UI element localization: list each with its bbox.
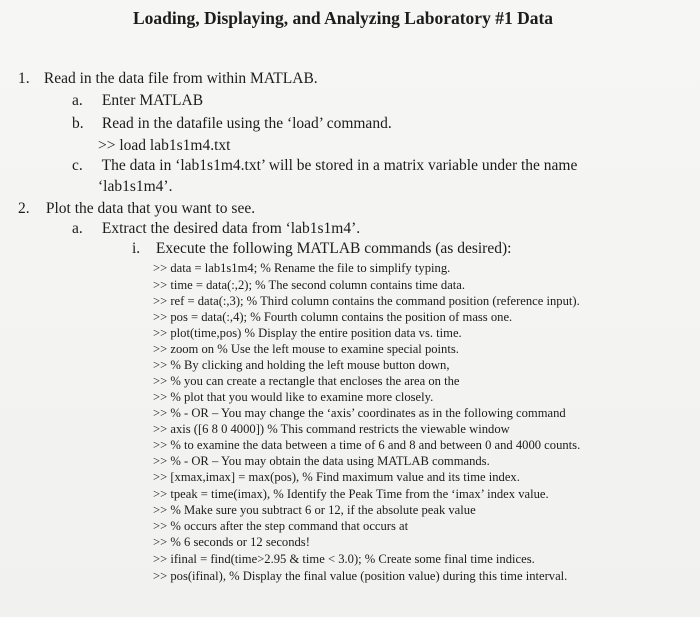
command-line: >> ifinal = find(time>2.95 & time < 3.0); % Create some final time indices. [153, 552, 535, 566]
command-line: >> pos(ifinal), % Display the final value (position value) during this time interval. [153, 569, 568, 583]
list-letter: a. [72, 92, 83, 109]
command-line: >> plot(time,pos) % Display the entire position data vs. time. [153, 326, 462, 340]
list-roman: i. [132, 240, 141, 257]
list-number: 1. [18, 70, 30, 87]
list-text: Execute the following MATLAB commands (as desired): [155, 240, 512, 257]
command-line: >> zoom on % Use the left mouse to examine special points. [153, 342, 459, 356]
list-item-2 [18, 200, 255, 218]
list-text: Enter MATLAB [101, 92, 204, 109]
command-line: >> ref = data(:,3); % Third column contains the command position (reference input). [153, 294, 580, 308]
list-item-1c [72, 157, 577, 175]
command-line: >> % you can create a rectangle that encloses the area on the [153, 374, 460, 388]
list-letter: b. [72, 115, 84, 132]
list-item-2ai [132, 240, 511, 258]
list-text: Plot the data that you want to see. [45, 200, 256, 217]
list-letter: a. [72, 220, 83, 237]
command-line: >> % plot that you would like to examine more closely. [153, 390, 434, 404]
command-line: >> % to examine the data between a time of 6 and 8 and between 0 and 4000 counts. [153, 438, 581, 452]
command-line: >> pos = data(:,4); % Fourth column contains the position of mass one. [153, 310, 513, 324]
command-line: >> time = data(:,2); % The second column contains time data. [153, 278, 466, 292]
command-line: >> [xmax,imax] = max(pos), % Find maximum value and its time index. [153, 470, 520, 484]
command-line: >> % - OR – You may change the ‘axis’ coordinates as in the following command [153, 406, 566, 420]
list-item-1c-continued: ‘lab1s1m4’. [98, 178, 173, 195]
page-title: Loading, Displaying, and Analyzing Laboratory #1 Data [132, 8, 554, 28]
list-item-1 [18, 70, 318, 88]
list-letter: c. [72, 157, 83, 174]
load-command: >> load lab1s1m4.txt [98, 137, 231, 154]
list-item-1b [72, 115, 392, 133]
command-line: >> % - OR – You may obtain the data using MATLAB commands. [153, 454, 490, 468]
list-text: Extract the desired data from ‘lab1s1m4’. [101, 220, 361, 237]
list-item-2a [72, 220, 360, 238]
command-line: >> tpeak = time(imax), % Identify the Peak Time from the ‘imax’ index value. [153, 487, 549, 501]
list-text: Read in the data file from within MATLAB. [43, 70, 318, 87]
command-line: >> % By clicking and holding the left mouse button down, [153, 358, 450, 372]
list-text: Read in the datafile using the ‘load’ command. [101, 115, 392, 132]
command-line: >> % 6 seconds or 12 seconds! [153, 535, 310, 549]
command-line: >> % Make sure you subtract 6 or 12, if the absolute peak value [153, 503, 476, 517]
command-line: >> % occurs after the step command that occurs at [153, 519, 409, 533]
command-line: >> axis ([6 8 0 4000]) % This command restricts the viewable window [153, 422, 510, 436]
list-text: The data in ‘lab1s1m4.txt’ will be stored in a matrix variable under the name [101, 157, 578, 174]
command-line: >> data = lab1s1m4; % Rename the file to simplify typing. [153, 261, 451, 275]
list-item-1a [72, 92, 203, 110]
list-number: 2. [18, 200, 30, 217]
